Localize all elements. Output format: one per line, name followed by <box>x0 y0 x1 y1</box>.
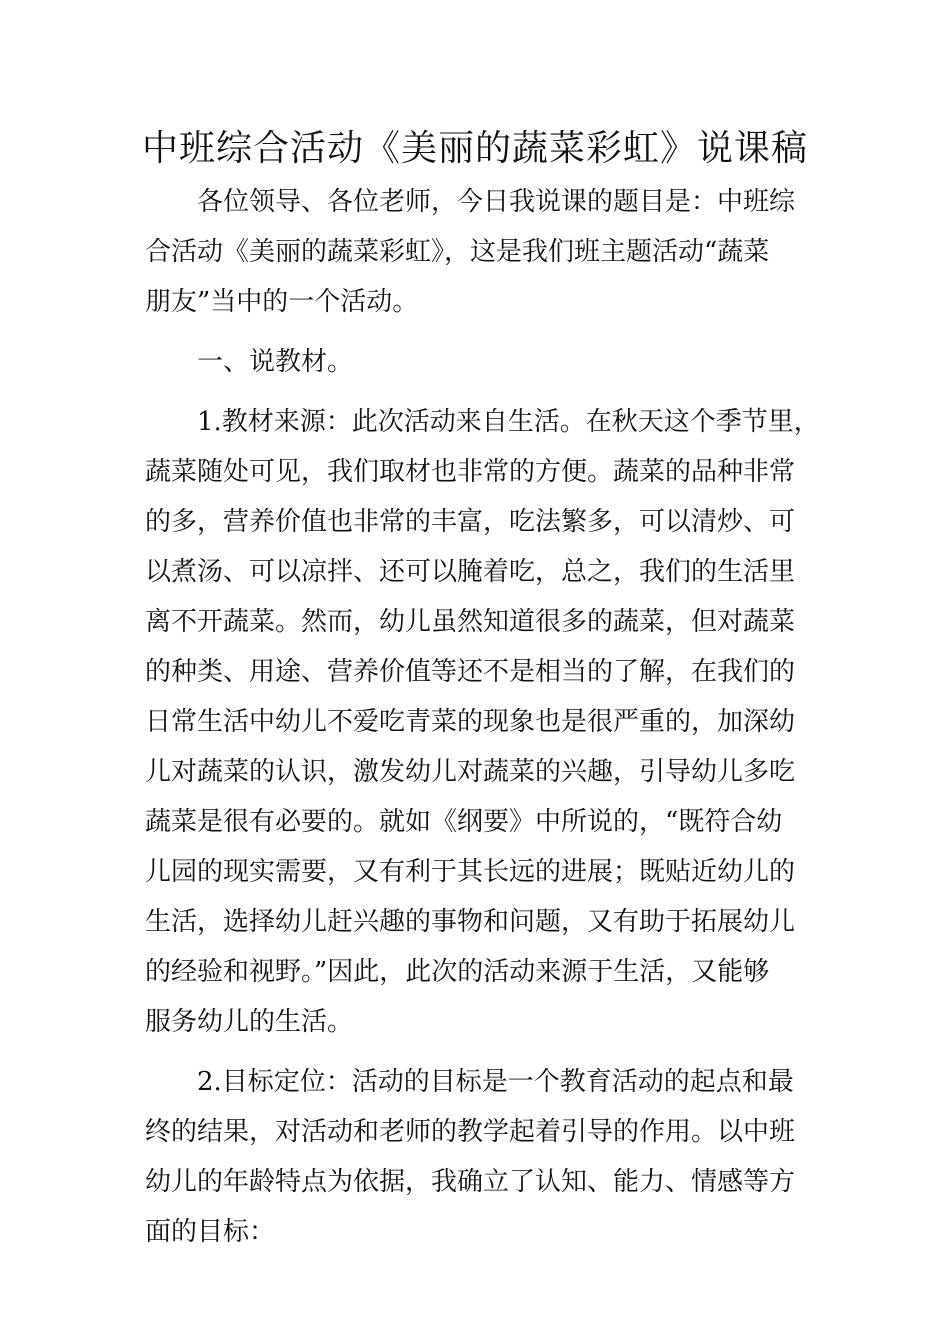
section-heading-teaching-material <box>145 337 825 387</box>
document-body <box>145 177 825 1257</box>
text-line: 蔬菜是很有必要的。就如《纲要》中所说的，“既符合幼 <box>145 807 783 837</box>
text-line: 1.教材来源：此次活动来自生活。在秋天这个季节里， <box>197 407 820 437</box>
text-line: 的经验和视野。”因此，此次的活动来源于生活，又能够 <box>145 957 770 987</box>
text-line: 各位领导、各位老师，今日我说课的题目是：中班综 <box>197 187 796 217</box>
text-line: 生活，选择幼儿赶兴趣的事物和问题，又有助于拓展幼儿 <box>145 907 796 937</box>
text-line: 幼儿的年龄特点为依据，我确立了认知、能力、情感等方 <box>145 1167 796 1197</box>
text-line: 蔬菜随处可见，我们取材也非常的方便。蔬菜的品种非常 <box>145 457 796 487</box>
paragraph-gap <box>145 1047 825 1057</box>
text-line: 离不开蔬菜。然而，幼儿虽然知道很多的蔬菜，但对蔬菜 <box>145 607 796 637</box>
text-line: 以煮汤、可以凉拌、还可以腌着吃，总之，我们的生活里 <box>145 557 796 587</box>
text-line: 儿对蔬菜的认识，激发幼儿对蔬菜的兴趣，引导幼儿多吃 <box>145 757 796 787</box>
text-line: 的多，营养价值也非常的丰富，吃法繁多，可以清炒、可 <box>145 507 796 537</box>
text-line: 一、说教材。 <box>197 347 354 377</box>
text-line: 面的目标： <box>145 1217 276 1247</box>
text-line: 的种类、用途、营养价值等还不是相当的了解，在我们的 <box>145 657 796 687</box>
text-line: 朋友”当中的一个活动。 <box>145 287 419 317</box>
text-line: 终的结果，对活动和老师的教学起着引导的作用。以中班 <box>145 1117 796 1147</box>
text-line: 服务幼儿的生活。 <box>145 1007 354 1037</box>
paragraph-gap <box>145 327 825 337</box>
text-line: 2.目标定位：活动的目标是一个教育活动的起点和最 <box>197 1067 794 1097</box>
paragraph-intro <box>145 177 825 327</box>
paragraph-material-source <box>145 397 825 1047</box>
paragraph-gap <box>145 387 825 397</box>
text-line: 合活动《美丽的蔬菜彩虹》，这是我们班主题活动“蔬菜 <box>145 237 770 267</box>
text-line: 日常生活中幼儿不爱吃青菜的现象也是很严重的，加深幼 <box>145 707 796 737</box>
paragraph-goal-positioning <box>145 1057 825 1257</box>
document-title: 中班综合活动《美丽的蔬菜彩虹》说课稿 <box>141 128 808 169</box>
text-line: 儿园的现实需要，又有利于其长远的进展；既贴近幼儿的 <box>145 857 796 887</box>
